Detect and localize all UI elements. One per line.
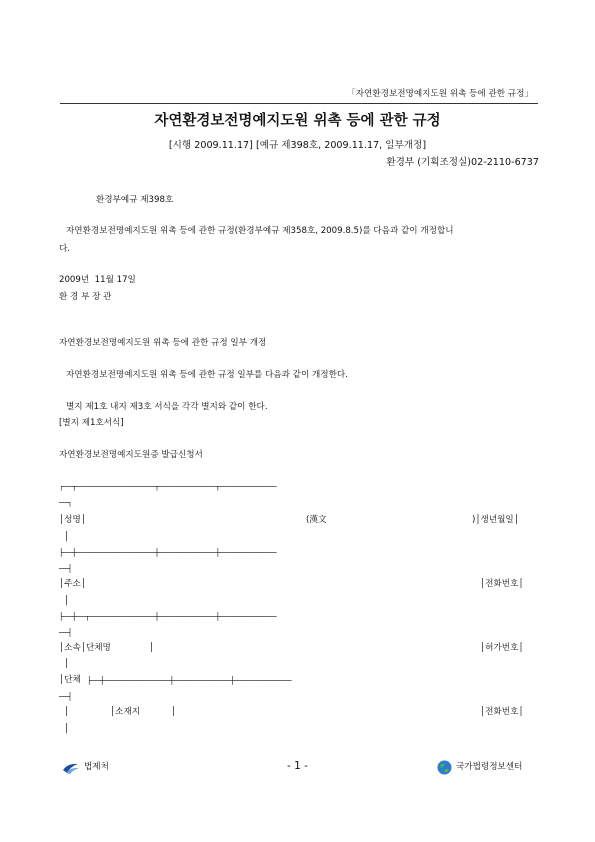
form-vertical-line: │ <box>171 707 177 717</box>
form-border-row3: ├──┼──┬───────────────┼─────────────┼───────────── <box>59 612 277 621</box>
permit-number-label: │허가번호│ <box>480 643 524 653</box>
hanja-label: (漢文 <box>306 515 327 525</box>
address-label: │주소│ <box>59 579 86 589</box>
header-divider <box>60 103 538 104</box>
footer-source: 국가법령정보센터 <box>456 762 523 772</box>
header-reference: 「자연환경보전명예지도원 위촉 등에 관한 규정」 <box>347 89 533 99</box>
form-vertical-line: │ <box>149 643 155 653</box>
form-border-row3-wrap: ──┤ <box>59 628 73 637</box>
document-meta: [시행 2009.11.17] [예규 제398호, 2009.11.17, 일부개정] <box>168 140 427 151</box>
group-label: │단체 <box>59 675 81 685</box>
minister-signature: 환 경 부 장 관 <box>59 292 112 302</box>
form-border-row2-wrap: ──┤ <box>59 564 73 573</box>
location-label: │소재지 <box>110 707 141 717</box>
issue-date: 2009년 11월 17일 <box>59 275 136 285</box>
form-vertical-line: │ <box>64 596 70 606</box>
phone-label-2: │전화번호│ <box>480 707 524 717</box>
intro-line-2: 다. <box>59 244 71 254</box>
form-vertical-line: │ <box>64 659 70 669</box>
form-vertical-line: │ <box>64 724 70 734</box>
birth-date-label: )│생년월일│ <box>472 515 519 525</box>
form-vertical-line: │ <box>64 532 70 542</box>
form-title: 자연환경보전명예지도원증 발급신청서 <box>59 450 203 460</box>
intro-line-1: 자연환경보전명예지도원 위촉 등에 관한 규정(환경부예규 제358호, 2009.8.5)를 다음과 같이 개정합니 <box>66 226 454 236</box>
page-number: - 1 - <box>287 760 308 772</box>
phone-label: │전화번호│ <box>480 579 524 589</box>
form-border-row4-wrap: ──┤ <box>59 692 73 701</box>
form-reference: [별지 제1호서식] <box>59 418 124 428</box>
organization-label: │소속│단체명 <box>59 643 111 653</box>
document-title: 자연환경보전명예지도원 위촉 등에 관한 규정 <box>154 113 441 129</box>
form-border-row4: ├──┼───────────────┼─────────────┼───────────── <box>87 676 292 685</box>
form-vertical-line: │ <box>64 707 70 717</box>
amendment-title: 자연환경보전명예지도원 위촉 등에 관한 규정 일부 개정 <box>59 338 267 348</box>
form-border-top: ┌──┬──────────────────┬─────────────┬───────────── <box>59 482 277 491</box>
globe-icon <box>437 760 452 775</box>
document-ministry: 환경부 (기획조정실)02-2110-6737 <box>386 157 539 168</box>
name-label: │성명│ <box>59 515 86 525</box>
form-border-top-wrap: ──┐ <box>59 498 73 507</box>
forms-text: 별지 제1호 내지 제3호 서식을 각각 별지와 같이 한다. <box>66 402 268 412</box>
directive-number: 환경부예규 제398호 <box>96 195 174 205</box>
amendment-text: 자연환경보전명예지도원 위촉 등에 관한 규정 일부를 다음과 같이 개정한다. <box>66 370 348 380</box>
form-border-row2: ├──┼──────────────────┼─────────────┼───────────── <box>59 548 277 557</box>
footer-publisher: 법제처 <box>84 762 109 772</box>
